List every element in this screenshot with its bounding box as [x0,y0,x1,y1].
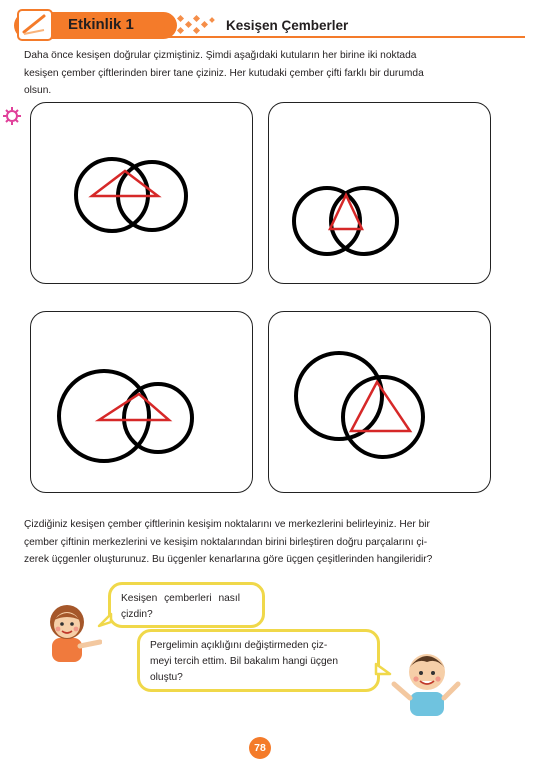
page-title: Kesişen Çemberler [226,18,349,33]
activity-label: Etkinlik 1 [68,16,134,33]
gear-icon [0,102,22,128]
drawing-box-2[interactable] [268,102,491,284]
notebook-icon [10,4,62,46]
boy-speech-line: meyi tercih ettim. Bil bakalım hangi üçgen [150,656,338,667]
girl-speech-line: Kesişen çemberleri nasıl [121,593,240,604]
circles-drawing-3 [31,312,254,494]
girl-speech-bubble [108,582,265,628]
circles-drawing-2 [269,103,492,285]
intro-line: olsun. [24,85,52,96]
drawing-box-4[interactable] [268,311,491,493]
decorative-pattern-icon [150,10,220,38]
girl-speech-line: çizdin? [121,609,153,620]
circles-drawing-1 [31,103,254,285]
intro-line: Daha önce kesişen doğrular çizmiştiniz. Şimdi aşağıdaki kutuların her birine iki noktada [24,50,417,61]
drawing-box-3[interactable] [30,311,253,493]
circles-drawing-4 [269,312,492,494]
instruction-line: zerek üçgenler oluşturunuz. Bu üçgenler kenarlarına göre üçgen çeşitlerinden hangileridir? [24,554,433,565]
boy-speech-bubble [137,629,380,692]
girl-character-illustration [40,596,102,662]
boy-character-illustration [388,640,464,716]
girl-bubble-tail [97,612,113,628]
intro-paragraph [24,47,518,100]
boy-speech-line: oluştu? [150,672,183,683]
instruction-paragraph [24,516,518,569]
boy-speech-line: Pergelimin açıklığını değiştirmeden çiz- [150,640,328,651]
drawing-box-1[interactable] [30,102,253,284]
instruction-line: Çizdiğiniz kesişen çember çiftlerinin kesişim noktalarını ve merkezlerini belirleyiniz. Her bir [24,519,430,530]
intro-line: kesişen çember çiftlerinden birer tane çiziniz. Her kutudaki çember çifti farklı bir durumda [24,67,424,79]
instruction-line: çember çiftinin merkezlerini ve kesişim noktalarından birini birleştiren doğru parçalarını çi- [24,536,428,548]
page-number: 78 [249,737,271,759]
